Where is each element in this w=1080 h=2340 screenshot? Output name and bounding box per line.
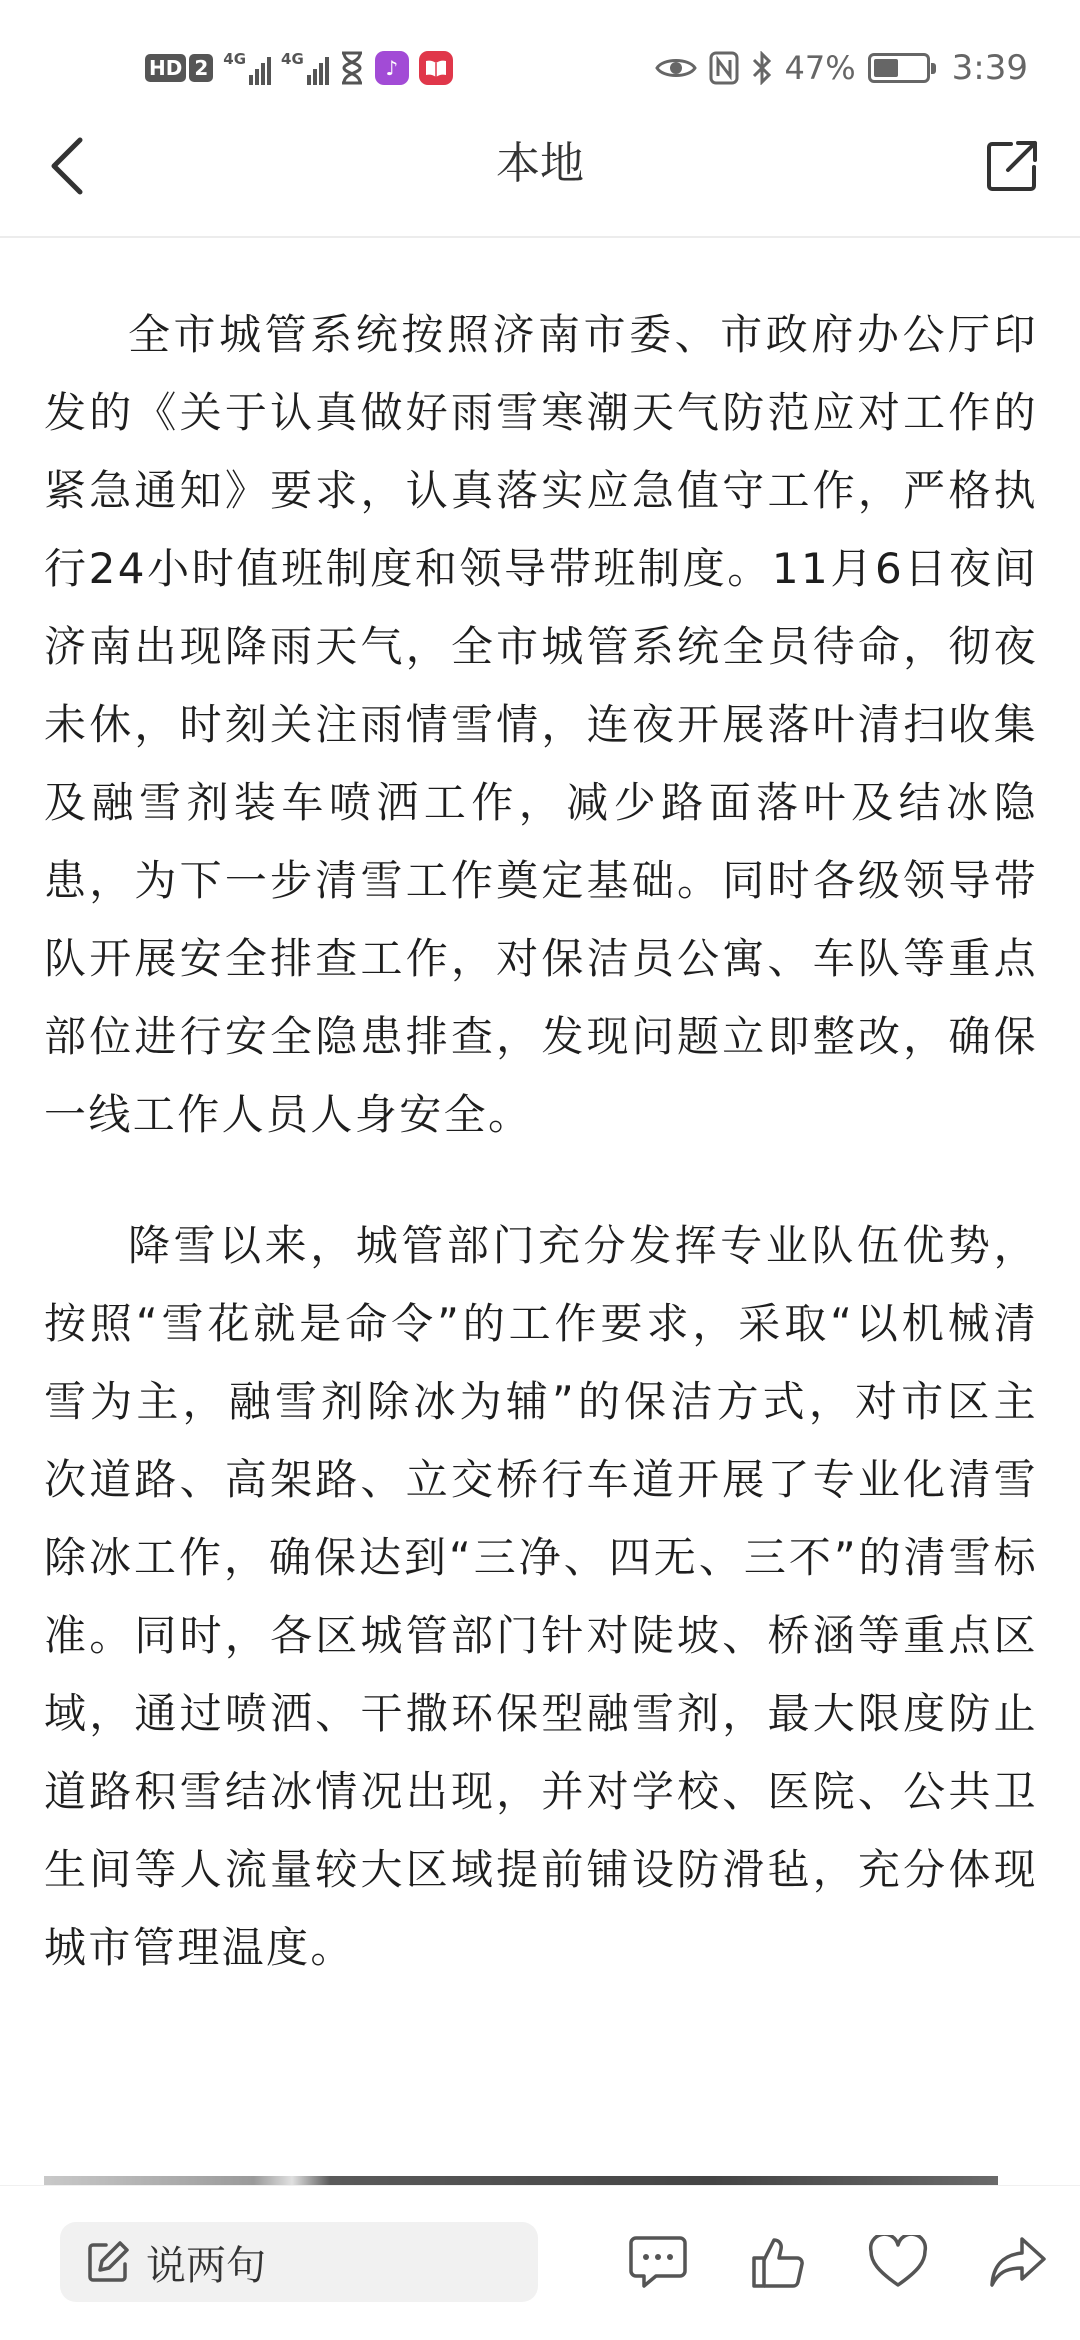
signal-label: 4G (281, 50, 304, 68)
signal-4g-icon (281, 51, 329, 85)
favorite-button[interactable] (860, 2222, 936, 2302)
status-right (655, 44, 1028, 92)
signal-label: 4G (223, 50, 247, 68)
comment-icon (628, 2234, 688, 2290)
status-left (145, 44, 453, 92)
external-share-button[interactable] (972, 126, 1052, 206)
external-link-icon (985, 139, 1039, 193)
battery-icon (868, 53, 930, 83)
hd-icon (145, 54, 213, 82)
signal-4g-icon (223, 51, 271, 85)
book-app-icon (419, 51, 453, 85)
hd-label: HD (145, 54, 186, 82)
like-button[interactable] (742, 2222, 818, 2302)
share-button[interactable] (980, 2222, 1056, 2302)
share-icon (988, 2235, 1048, 2289)
sim-label: 2 (189, 54, 213, 82)
nfc-icon (709, 51, 739, 85)
comment-placeholder: 说两句 (146, 2242, 266, 2289)
battery-percent: 47% (784, 49, 856, 87)
comment-button[interactable] (620, 2222, 696, 2302)
article-paragraph: 降雪以来，城管部门充分发挥专业队伍优势，按照“雪花就是命令”的工作要求，采取“以机械清雪为主，融雪剂除冰为辅”的保洁方式，对市区主次道路、高架路、立交桥行车道开展了专业化清雪除冰工作，确保达到“三净、四无、三不”的清雪标准。同时，各区城管部门针对陡坡、桥涵等重点区域，通过喷洒、干撒环保型融雪剂，最大限度防止道路积雪结冰情况出现，并对学校、医院、公共卫生间等人流量较大区域提前铺设防滑毡，充分体现城市管理温度。 (44, 1221, 1038, 1972)
article-paragraph: 全市城管系统按照济南市委、市政府办公厅印发的《关于认真做好雨雪寒潮天气防范应对工作的紧急通知》要求，认真落实应急值守工作，严格执行24小时值班制度和领导带班制度。11月6日夜间济南出现降雨天气，全市城管系统全员待命，彻夜未休，时刻关注雨情雪情，连夜开展落叶清扫收集及融雪剂装车喷洒工作，减少路面落叶及结冰隐患，为下一步清雪工作奠定基础。同时各级领导带队开展安全排查工作，对保洁员公寓、车队等重点部位进行安全隐患排查，发现问题立即整改，确保一线工作人员人身安全。 (44, 310, 1038, 1139)
edit-icon (84, 2238, 132, 2286)
music-app-icon: ♪ (375, 51, 409, 85)
bottom-action-bar (0, 2185, 1080, 2340)
hourglass-icon (339, 51, 365, 85)
thumbs-up-icon (750, 2234, 810, 2290)
battery-fill (874, 59, 898, 77)
eye-icon (655, 54, 697, 82)
status-time: 3:39 (951, 48, 1028, 88)
page-title: 本地 (496, 138, 584, 189)
comment-input[interactable] (60, 2222, 538, 2302)
heart-icon (868, 2235, 928, 2289)
article-body (44, 296, 1038, 1987)
bluetooth-icon (751, 51, 773, 85)
top-bar (0, 110, 1080, 238)
